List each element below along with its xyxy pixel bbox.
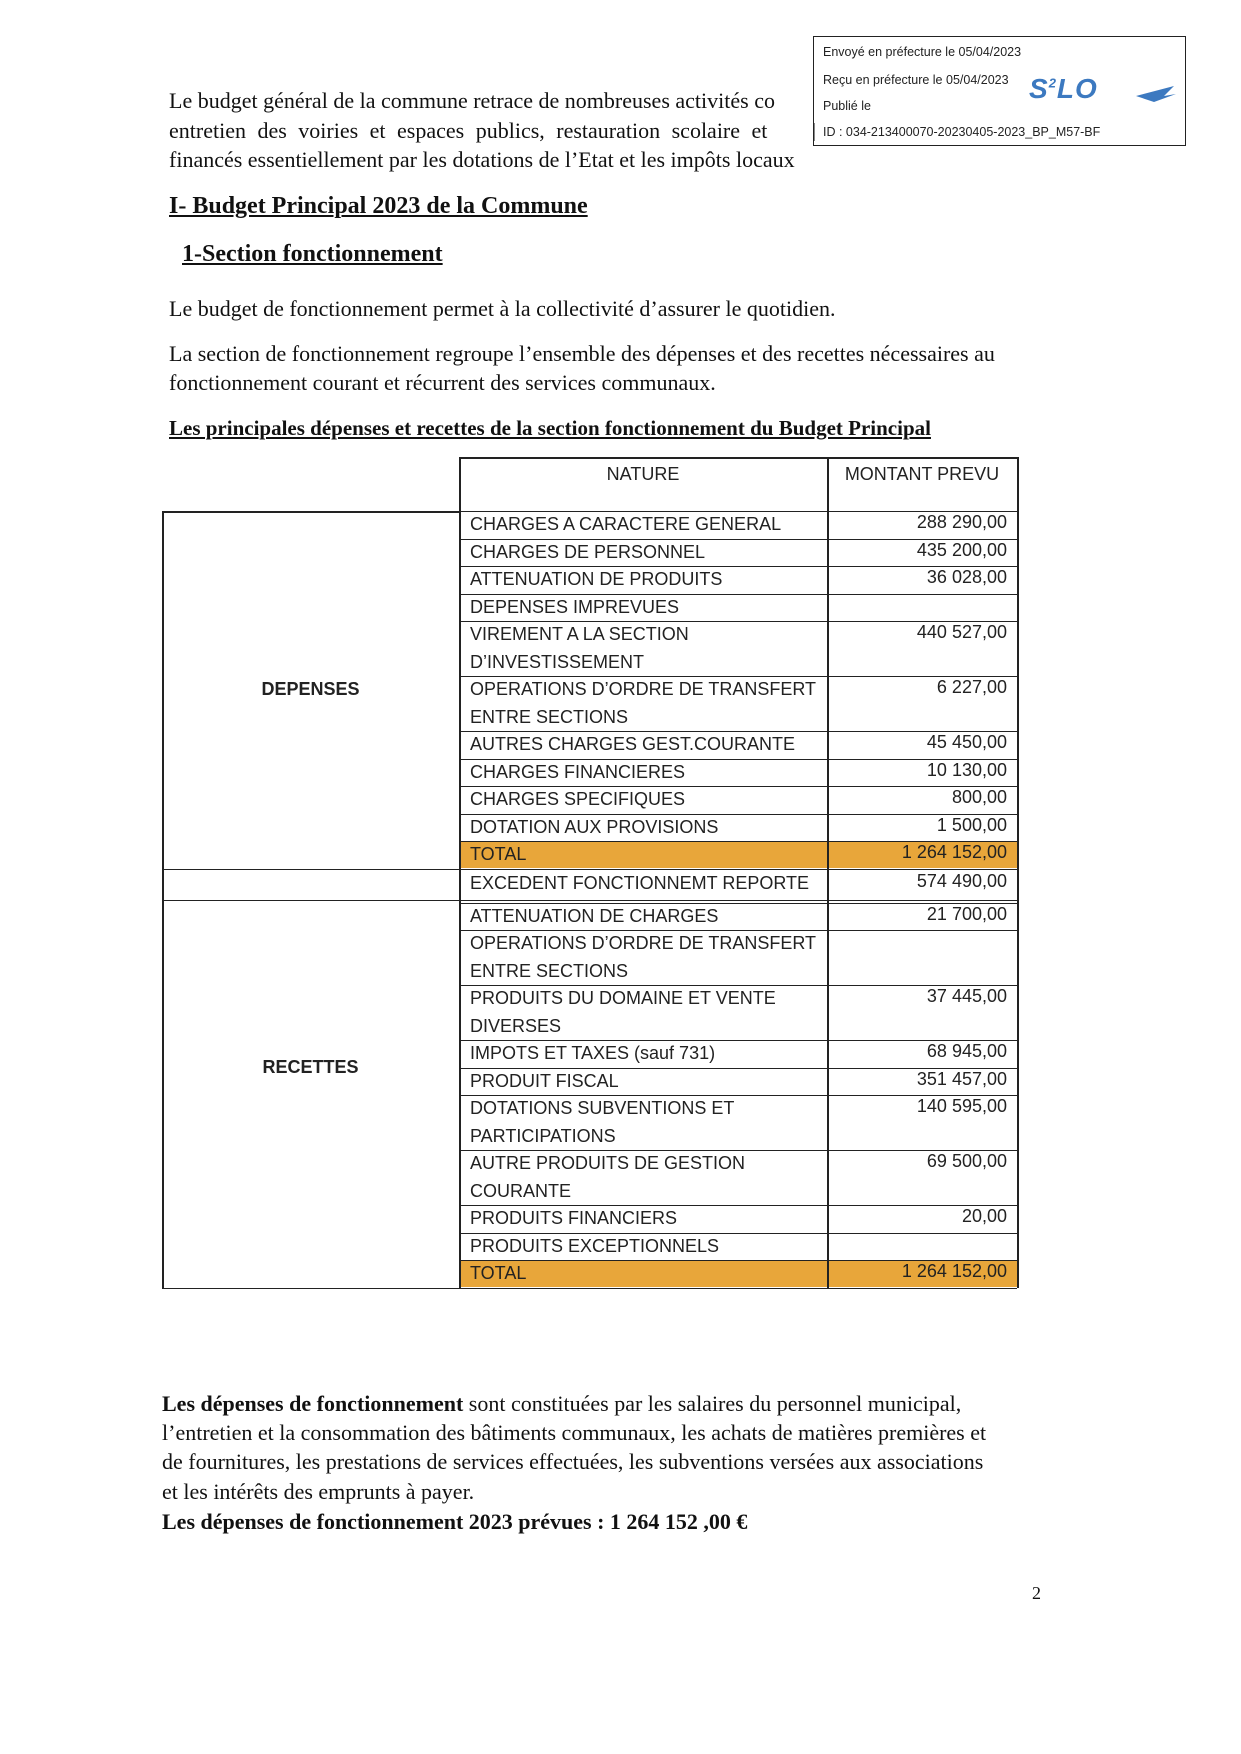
- table.depenses-nature: DOTATION AUX PROVISIONS: [470, 816, 719, 837]
- table.recettes-nature: OPERATIONS D’ORDRE DE TRANSFERT: [470, 933, 817, 953]
- table.recettes-nature-cont: ENTRE SECTIONS: [470, 960, 629, 981]
- table.depenses-nature: CHARGES SPECIFIQUES: [470, 789, 686, 809]
- bottom-summary: Les dépenses de fonctionnement 2023 prévues : 1 264 152 ,00 €: [162, 1509, 748, 1534]
- table.depenses-nature-cont: D’INVESTISSEMENT: [470, 651, 645, 672]
- table.recettes-amount: 20,00: [961, 1206, 1007, 1226]
- section-heading-budget: I- Budget Principal 2023 de la Commune: [169, 193, 588, 219]
- bottom-line-4: et les intérêts des emprunts à payer.: [162, 1479, 475, 1504]
- table.depenses-nature: CHARGES A CARACTERE GENERAL: [470, 514, 782, 534]
- bottom-line-2: l’entretien et la consommation des bâtiments communaux, les achats de matières premières et: [162, 1420, 987, 1445]
- stamp-published: Publié le: [823, 99, 871, 113]
- excedent-label: EXCEDENT FONCTIONNEMT REPORTE: [470, 872, 810, 893]
- bottom-line-1-rest: sont constituées par les salaires du personnel municipal,: [463, 1391, 962, 1416]
- table-right-border: [1017, 511, 1019, 1288]
- table.recettes-nature: AUTRE PRODUITS DE GESTION: [470, 1153, 746, 1173]
- stamp-received: Reçu en préfecture le 05/04/2023: [823, 73, 1009, 87]
- table.depenses-nature: VIREMENT A LA SECTION: [470, 624, 689, 644]
- page-number: 2: [1032, 1583, 1041, 1603]
- table.recettes-nature: IMPOTS ET TAXES (sauf 731): [470, 1043, 716, 1063]
- depenses-total-label: TOTAL: [470, 844, 527, 864]
- table.depenses-nature: AUTRES CHARGES GEST.COURANTE: [470, 734, 796, 754]
- excedent-left-border: [162, 869, 164, 900]
- section-heading-fonctionnement: 1-Section fonctionnement: [182, 241, 443, 267]
- recettes-total-amount: 1 264 152,00: [901, 1261, 1007, 1281]
- table.depenses-amount: 440 527,00: [916, 622, 1007, 642]
- table.recettes-nature: PRODUITS FINANCIERS: [470, 1208, 678, 1228]
- table-nature-left-border: [459, 511, 461, 1288]
- table.recettes-nature-cont: PARTICIPATIONS: [470, 1125, 616, 1146]
- table.recettes-amount: 37 445,00: [926, 986, 1007, 1006]
- table.depenses-nature: CHARGES FINANCIERES: [470, 761, 686, 782]
- table-amount-left-border: [827, 511, 829, 1288]
- table.recettes-nature: DOTATIONS SUBVENTIONS ET: [470, 1098, 735, 1118]
- depenses-label: DEPENSES: [261, 678, 360, 699]
- paragraph-quotidien: Le budget de fonctionnement permet à la collectivité d’assurer le quotidien.: [169, 296, 836, 321]
- table.recettes-nature: ATTENUATION DE CHARGES: [470, 905, 719, 926]
- prefecture-stamp: [813, 36, 1186, 146]
- table.recettes-amount: 140 595,00: [916, 1096, 1007, 1116]
- table.depenses-nature: OPERATIONS D’ORDRE DE TRANSFERT: [470, 679, 817, 699]
- table.depenses-nature: DEPENSES IMPREVUES: [470, 596, 680, 617]
- table.depenses-amount: 288 290,00: [916, 512, 1007, 532]
- bottom-line-1: [162, 1389, 961, 1418]
- table.depenses-nature-cont: ENTRE SECTIONS: [470, 706, 629, 727]
- bottom-bold-lead: Les dépenses de fonctionnement: [162, 1391, 464, 1416]
- depenses-total-amount: 1 264 152,00: [901, 842, 1007, 862]
- table.recettes-nature: PRODUIT FISCAL: [470, 1070, 619, 1091]
- paragraph-section-line-2: fonctionnement courant et récurrent des services communaux.: [169, 370, 716, 395]
- intro-line-2: entretien des voiries et espaces publics, restauration scolaire et: [169, 118, 768, 143]
- table.depenses-amount: 6 227,00: [936, 677, 1007, 697]
- table.recettes-nature: PRODUITS EXCEPTIONNELS: [470, 1235, 720, 1256]
- table.depenses-nature: ATTENUATION DE PRODUITS: [470, 569, 723, 589]
- intro-line-3: financés essentiellement par les dotations de l’Etat et les impôts locaux: [169, 147, 795, 172]
- table.recettes-amount: 351 457,00: [916, 1068, 1007, 1089]
- stamp-sent: Envoyé en préfecture le 05/04/2023: [823, 45, 1022, 59]
- table.recettes-nature-cont: COURANTE: [470, 1180, 572, 1201]
- table.recettes-nature-cont: DIVERSES: [470, 1015, 562, 1036]
- bottom-line-3: de fournitures, les prestations de services effectuées, les subventions versées aux associations: [162, 1449, 984, 1474]
- table.recettes-amount: 21 700,00: [926, 903, 1007, 924]
- column-header-montant: MONTANT PREVU: [844, 464, 1000, 484]
- table-bottom-border: [162, 1288, 1017, 1290]
- recettes-label: RECETTES: [262, 1056, 359, 1077]
- table.depenses-amount: 45 450,00: [926, 732, 1007, 752]
- table.recettes-amount: 69 500,00: [926, 1151, 1007, 1171]
- recettes-top-border: [162, 900, 1017, 902]
- table-header-top-border: [459, 457, 1017, 459]
- recettes-total-label: TOTAL: [470, 1263, 527, 1283]
- table.depenses-amount: 36 028,00: [926, 567, 1007, 587]
- table-title: Les principales dépenses et recettes de la section fonctionnement du Budget Principal: [169, 416, 931, 440]
- intro-line-1: Le budget général de la commune retrace de nombreuses activités co: [169, 88, 775, 113]
- stamp-id: ID : 034-213400070-20230405-2023_BP_M57-BF: [823, 125, 1101, 139]
- table.depenses-amount: 10 130,00: [926, 759, 1007, 780]
- table-header-right-border: [1017, 457, 1019, 511]
- s2lo-logo: $S^2LO$: [1029, 73, 1098, 104]
- table.depenses-amount: 800,00: [951, 787, 1007, 807]
- table.recettes-amount: 68 945,00: [926, 1041, 1007, 1061]
- recettes-left-border: [162, 900, 164, 1288]
- table.depenses-amount: 1 500,00: [936, 814, 1007, 835]
- column-header-nature: NATURE: [606, 464, 680, 484]
- logo-plane-icon: [1134, 82, 1178, 104]
- excedent-amount: 574 490,00: [916, 870, 1007, 891]
- paragraph-section-line-1: La section de fonctionnement regroupe l’ensemble des dépenses et des recettes nécessaires au: [169, 341, 995, 366]
- depenses-top-border: [162, 511, 459, 513]
- table.depenses-amount: 435 200,00: [916, 539, 1007, 560]
- table.recettes-nature: PRODUITS DU DOMAINE ET VENTE: [470, 988, 776, 1008]
- table.depenses-nature: CHARGES DE PERSONNEL: [470, 541, 706, 562]
